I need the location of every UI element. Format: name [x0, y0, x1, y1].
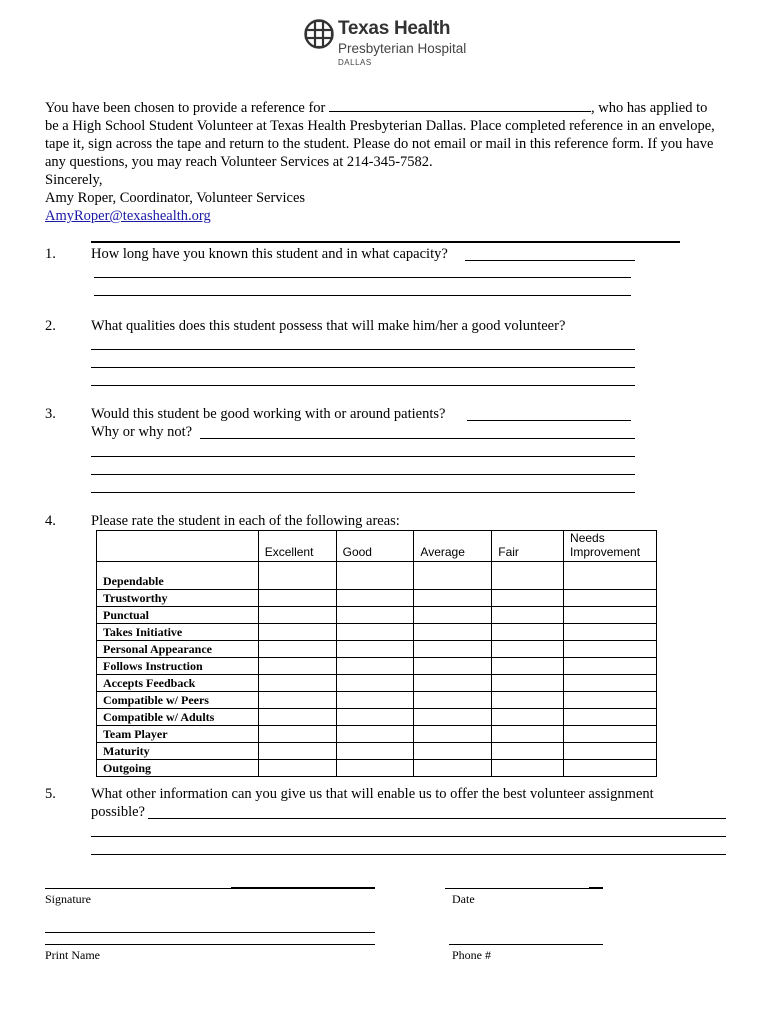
rating-cell[interactable] — [414, 590, 492, 607]
rating-cell[interactable] — [336, 692, 414, 709]
signer-name: Amy Roper, Coordinator, Volunteer Services — [45, 190, 306, 206]
rating-row — [97, 760, 657, 777]
rating-row-label: Compatible w/ Adults — [97, 709, 259, 726]
rating-row — [97, 607, 657, 624]
intro-text-a: You have been chosen to provide a reference for — [45, 100, 326, 116]
answer-line[interactable] — [91, 836, 726, 837]
question-2-text: What qualities does this student possess that will make him/her a good volunteer? — [91, 318, 566, 334]
rating-row — [97, 641, 657, 658]
intro-line-4: any questions, you may reach Volunteer Services at 214-345-7582. — [45, 154, 433, 170]
rating-cell[interactable] — [336, 641, 414, 658]
question-4-text: Please rate the student in each of the following areas: — [91, 513, 400, 529]
rating-row-label: Team Player — [97, 726, 259, 743]
rating-cell[interactable] — [492, 562, 564, 590]
student-name-blank[interactable] — [329, 99, 591, 112]
cross-emblem-icon — [304, 18, 334, 50]
rating-row-label: Trustworthy — [97, 590, 259, 607]
rating-cell[interactable] — [258, 709, 336, 726]
rating-cell[interactable] — [258, 607, 336, 624]
rating-cell[interactable] — [336, 726, 414, 743]
rating-cell[interactable] — [492, 692, 564, 709]
intro-text-b: , who has applied to — [590, 100, 708, 116]
intro-paragraph — [45, 99, 729, 225]
rating-cell[interactable] — [336, 658, 414, 675]
closing: Sincerely, — [45, 172, 103, 188]
answer-line[interactable] — [94, 295, 631, 296]
rating-cell[interactable] — [258, 760, 336, 777]
header-blank — [97, 531, 259, 562]
answer-line[interactable] — [148, 818, 726, 819]
rating-cell[interactable] — [492, 590, 564, 607]
print-name-line[interactable] — [45, 932, 375, 933]
rating-cell[interactable] — [336, 675, 414, 692]
rating-row-label: Dependable — [97, 562, 259, 590]
answer-line[interactable] — [91, 474, 635, 475]
rating-cell[interactable] — [258, 726, 336, 743]
question-5-number: 5. — [45, 786, 56, 802]
rating-cell[interactable] — [258, 562, 336, 590]
rating-row-label: Accepts Feedback — [97, 675, 259, 692]
print-name-label: Print Name — [45, 948, 100, 962]
intro-line-1 — [45, 99, 729, 117]
rating-cell[interactable] — [336, 709, 414, 726]
rating-header-row — [97, 531, 657, 562]
logo-city: DALLAS — [338, 58, 372, 67]
answer-line[interactable] — [91, 854, 726, 855]
rating-row — [97, 590, 657, 607]
rating-cell[interactable] — [258, 641, 336, 658]
col-improvement-label: Improvement — [570, 545, 641, 559]
rating-cell[interactable] — [564, 641, 657, 658]
rating-cell[interactable] — [414, 709, 492, 726]
rating-cell[interactable] — [564, 709, 657, 726]
rating-cell[interactable] — [258, 743, 336, 760]
rating-cell[interactable] — [492, 709, 564, 726]
signature-label: Signature — [45, 892, 91, 906]
rating-cell[interactable] — [564, 692, 657, 709]
col-needs-improvement — [564, 531, 657, 562]
rating-cell[interactable] — [492, 624, 564, 641]
rating-row — [97, 675, 657, 692]
rating-table — [96, 530, 657, 777]
logo-subtitle: Presbyterian Hospital — [338, 41, 467, 56]
rating-cell[interactable] — [564, 624, 657, 641]
rating-cell[interactable] — [414, 641, 492, 658]
rating-cell[interactable] — [564, 590, 657, 607]
rating-row — [97, 562, 657, 590]
answer-line[interactable] — [91, 349, 635, 350]
rating-cell[interactable] — [414, 726, 492, 743]
rating-row-label: Personal Appearance — [97, 641, 259, 658]
rating-cell[interactable] — [336, 760, 414, 777]
phone-label: Phone # — [452, 948, 491, 962]
rating-cell[interactable] — [492, 607, 564, 624]
answer-line[interactable] — [91, 367, 635, 368]
hospital-logo — [304, 18, 484, 68]
rating-row-label: Compatible w/ Peers — [97, 692, 259, 709]
rating-cell[interactable] — [414, 562, 492, 590]
col-excellent: Excellent — [258, 531, 336, 562]
rating-cell[interactable] — [492, 675, 564, 692]
rating-cell[interactable] — [258, 675, 336, 692]
date-line[interactable] — [445, 888, 603, 889]
answer-line[interactable] — [91, 492, 635, 493]
question-3-subtext: Why or why not? — [91, 424, 193, 440]
question-5-subtext: possible? — [91, 804, 145, 820]
rating-cell[interactable] — [492, 726, 564, 743]
answer-line[interactable] — [91, 456, 635, 457]
date-line-accent — [589, 887, 603, 889]
rating-cell[interactable] — [414, 675, 492, 692]
rating-cell[interactable] — [336, 743, 414, 760]
rating-row — [97, 624, 657, 641]
rating-cell[interactable] — [492, 641, 564, 658]
col-average: Average — [414, 531, 492, 562]
phone-line[interactable] — [449, 944, 603, 945]
rating-row-label: Follows Instruction — [97, 658, 259, 675]
rating-row — [97, 658, 657, 675]
date-label: Date — [452, 892, 475, 906]
rating-cell[interactable] — [492, 658, 564, 675]
rating-row — [97, 692, 657, 709]
intro-line-2: be a High School Student Volunteer at Texas Health Presbyterian Dallas. Place completed reference in an envelope, — [45, 118, 715, 134]
rating-row — [97, 726, 657, 743]
rating-row-label: Maturity — [97, 743, 259, 760]
rating-cell[interactable] — [564, 658, 657, 675]
rating-row-label: Takes Initiative — [97, 624, 259, 641]
rating-cell[interactable] — [564, 562, 657, 590]
rating-row-label: Outgoing — [97, 760, 259, 777]
rating-cell[interactable] — [336, 607, 414, 624]
col-fair: Fair — [492, 531, 564, 562]
question-5-text: What other information can you give us that will enable us to offer the best volunteer assignment — [91, 786, 654, 802]
rating-cell[interactable] — [258, 624, 336, 641]
rating-cell[interactable] — [564, 743, 657, 760]
question-1-number: 1. — [45, 246, 56, 262]
answer-line[interactable] — [91, 385, 635, 386]
contact-email-link[interactable]: AmyRoper@texashealth.org — [45, 208, 211, 224]
rating-cell[interactable] — [336, 562, 414, 590]
rating-cell[interactable] — [492, 743, 564, 760]
rating-cell[interactable] — [414, 607, 492, 624]
print-name-line[interactable] — [45, 944, 375, 945]
rating-cell[interactable] — [414, 624, 492, 641]
question-3-number: 3. — [45, 406, 56, 422]
rating-cell[interactable] — [336, 590, 414, 607]
col-needs-label: Needs — [570, 531, 605, 545]
rating-cell[interactable] — [564, 760, 657, 777]
question-4-number: 4. — [45, 513, 56, 529]
section-divider — [91, 241, 680, 243]
answer-line[interactable] — [467, 420, 631, 421]
rating-cell[interactable] — [492, 760, 564, 777]
answer-line[interactable] — [465, 260, 635, 261]
signature-line-accent — [231, 887, 375, 889]
intro-line-3: tape it, sign across the tape and return to the student. Please do not email or mail in this reference form. If you have — [45, 136, 714, 152]
rating-cell[interactable] — [414, 743, 492, 760]
question-2-number: 2. — [45, 318, 56, 334]
rating-cell[interactable] — [414, 658, 492, 675]
rating-cell[interactable] — [258, 692, 336, 709]
rating-row — [97, 743, 657, 760]
answer-line[interactable] — [94, 277, 631, 278]
rating-cell[interactable] — [414, 760, 492, 777]
question-1-text: How long have you known this student and in what capacity? — [91, 246, 448, 262]
rating-cell[interactable] — [564, 726, 657, 743]
logo-name: Texas Health — [338, 18, 451, 39]
rating-cell[interactable] — [258, 658, 336, 675]
rating-row-label: Punctual — [97, 607, 259, 624]
rating-cell[interactable] — [258, 590, 336, 607]
rating-cell[interactable] — [564, 675, 657, 692]
rating-cell[interactable] — [414, 692, 492, 709]
rating-cell[interactable] — [336, 624, 414, 641]
rating-cell[interactable] — [564, 607, 657, 624]
rating-row — [97, 709, 657, 726]
answer-line[interactable] — [200, 438, 635, 439]
question-3-text: Would this student be good working with or around patients? — [91, 406, 446, 422]
col-good: Good — [336, 531, 414, 562]
